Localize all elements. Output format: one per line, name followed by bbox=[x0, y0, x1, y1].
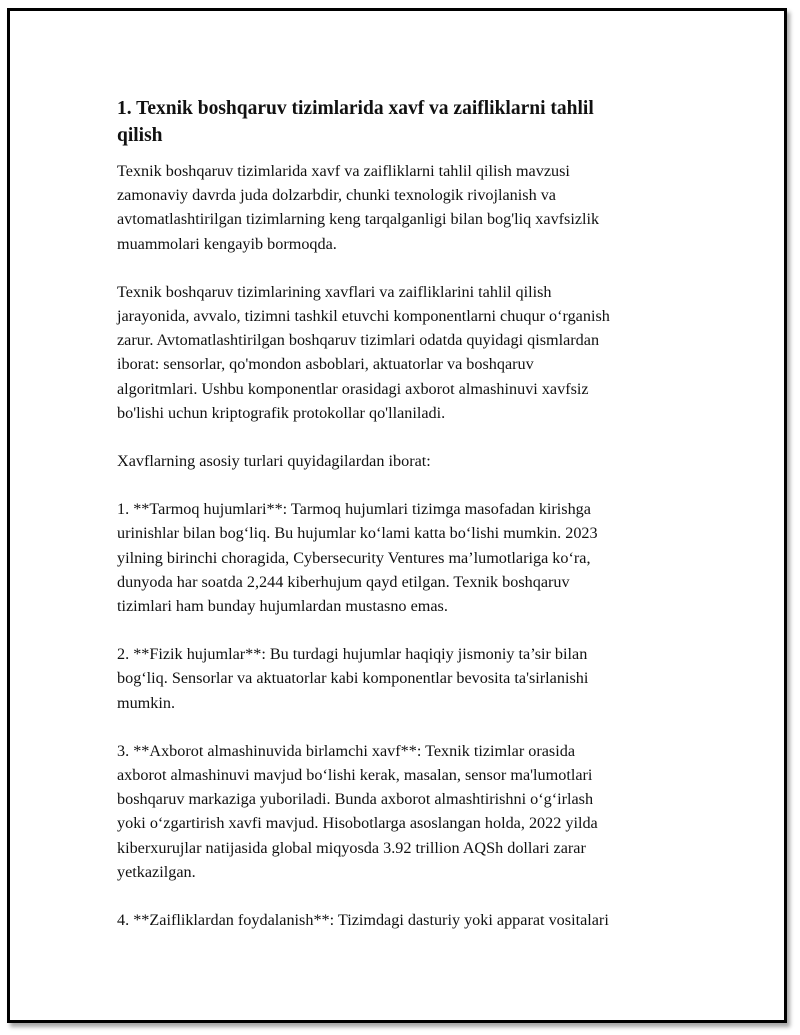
list-item-physical-attacks: 2. **Fizik hujumlar**: Bu turdagi hujumlar haqiqiy jismoniy ta’sir bilan bog‘liq. Sensorlar va aktuatorlar kabi komponentlar bevosita ta'sirlanishi mumkin. bbox=[117, 645, 589, 712]
list-item-information-exchange: 3. **Axborot almashinuvida birlamchi xavf**: Texnik tizimlar orasida axborot almashinuvi mavjud bo‘lishi kerak, masalan, sensor ma'lumotlari boshqaruv markaziga yuboriladi. Bunda axborot almashtirishni o‘g‘irlash yoki o‘zgartirish xavfi mavjud. Hisobotlarga asoslangan holda, 2022 yilda kiberxurujlar natijasida global miqyosda 3.92 trillion AQSh dollari zarar yetkazilgan. bbox=[117, 741, 598, 881]
paragraph-components: Texnik boshqaruv tizimlarining xavflari va zaifliklarini tahlil qilish jarayonida, avvalo, tizimni tashkil etuvchi komponentlarni chuqur o‘rganish zarur. Avtomatlashtirilgan boshqaruv tizimlari odatda quyidagi qismlardan iborat: sensorlar, qo'mondon asboblari, aktuatorlar va boshqaruv algoritmlari. Ushbu komponentlar orasidagi axborot almashinuvi xavfsiz bo'lishi uchun kriptografik protokollar qo'llaniladi. bbox=[117, 282, 610, 422]
section-title: 1. Texnik boshqaruv tizimlarida xavf va zaifliklarni tahlil qilish bbox=[117, 98, 594, 146]
paragraph-threat-types: Xavflarning asosiy turlari quyidagilardan iborat: bbox=[117, 452, 431, 471]
paragraph-intro: Texnik boshqaruv tizimlarida xavf va zaifliklarni tahlil qilish mavzusi zamonaviy davrda juda dolzarbdir, chunki texnologik rivojlanish va avtomatlashtirilgan tizimlarning keng tarqalganligi bilan bog'liq xavfsizlik muammolari kengayib bormoqda. bbox=[117, 162, 600, 253]
document-body bbox=[117, 95, 687, 956]
list-item-vulnerability-exploitation: 4. **Zaifliklardan foydalanish**: Tizimdagi dasturiy yoki apparat vositalari bbox=[117, 911, 609, 930]
list-item-network-attacks: 1. **Tarmoq hujumlari**: Tarmoq hujumlari tizimga masofadan kirishga urinishlar bilan bog‘liq. Bu hujumlar ko‘lami katta bo‘lishi mumkin. 2023 yilning birinchi choragida, Cybersecurity Ventures ma’lumotlariga ko‘ra, dunyoda har soatda 2,244 kiberhujum qayd etilgan. Texnik boshqaruv tizimlari ham bunday hujumlardan mustasno emas. bbox=[117, 500, 598, 616]
